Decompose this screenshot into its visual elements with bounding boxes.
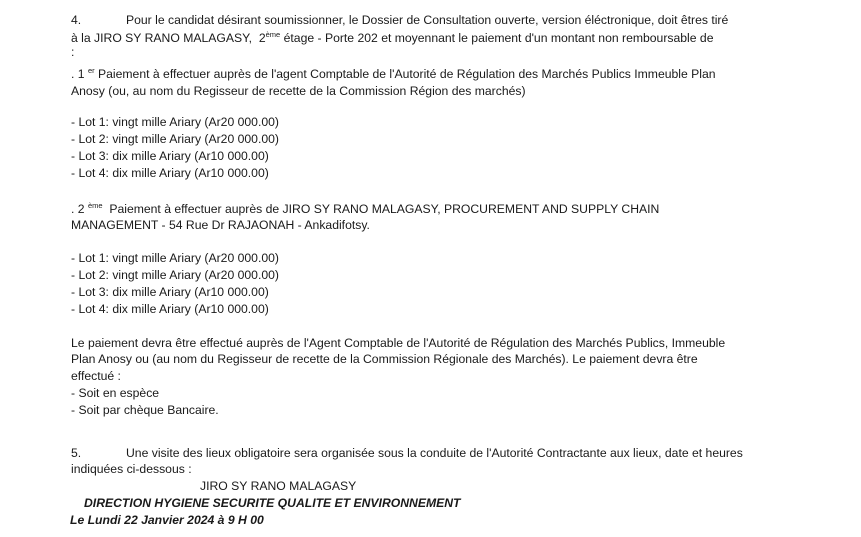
- payment1-lot-3: - Lot 3: dix mille Ariary (Ar10 000.00): [71, 149, 269, 163]
- section5-date: Le Lundi 22 Janvier 2024 à 9 H 00: [70, 513, 264, 527]
- payment2-lot-1: - Lot 1: vingt mille Ariary (Ar20 000.00): [71, 251, 279, 265]
- section4-line2: [71, 31, 713, 46]
- payment1-line1: [71, 67, 716, 82]
- payment-terms-line2: Plan Anosy ou (au nom du Regisseur de recette de la Commission Régionale des Marchés). Le paiement devra être: [71, 352, 698, 366]
- section4-number: 4.: [71, 13, 82, 27]
- section4-floor-sup: ème: [265, 30, 281, 39]
- payment1-lot-1: - Lot 1: vingt mille Ariary (Ar20 000.00): [71, 115, 279, 129]
- section4-line2-b: étage - Porte 202 et moyennant le paiement d'un montant non remboursable de: [283, 31, 714, 45]
- section5-line1-text: Une visite des lieux obligatoire sera organisée sous la conduite de l'Autorité Contractante aux lieux, date et heures: [126, 446, 743, 460]
- payment2-line1-text: Paiement à effectuer auprès de JIRO SY RANO MALAGASY, PROCUREMENT AND SUPPLY CHAIN: [109, 202, 660, 216]
- section4-line3: :: [71, 45, 75, 59]
- section5-line2: indiquées ci-dessous :: [71, 462, 192, 476]
- payment1-lot-2: - Lot 2: vingt mille Ariary (Ar20 000.00): [71, 132, 279, 146]
- payment2-lot-3: - Lot 3: dix mille Ariary (Ar10 000.00): [71, 285, 269, 299]
- payment1-line2: Anosy (ou, au nom du Regisseur de recette de la Commission Région des marchés): [71, 84, 526, 98]
- section4-floor: 2: [258, 31, 266, 45]
- payment-terms-line1: Le paiement devra être effectué auprès de l'Agent Comptable de l'Autorité de Régulation des Marchés Publics, Immeuble: [71, 336, 726, 350]
- section5-org: JIRO SY RANO MALAGASY: [200, 479, 357, 493]
- section4-line1: [71, 13, 728, 28]
- section5-line1: [71, 446, 743, 461]
- payment2-sup: ème: [87, 201, 103, 210]
- payment2-lot-4: - Lot 4: dix mille Ariary (Ar10 000.00): [71, 302, 269, 316]
- payment-terms-line3: effectué :: [71, 369, 121, 383]
- payment1-sup: er: [87, 66, 95, 75]
- payment1-prefix: . 1: [71, 67, 85, 81]
- payment-option-cheque: - Soit par chèque Bancaire.: [71, 403, 219, 417]
- section4-line2-a: à la JIRO SY RANO MALAGASY,: [71, 31, 253, 45]
- payment2-line1: [71, 202, 659, 217]
- payment2-line2: MANAGEMENT - 54 Rue Dr RAJAONAH - Ankadifotsy.: [71, 218, 370, 232]
- payment1-lot-4: - Lot 4: dix mille Ariary (Ar10 000.00): [71, 166, 269, 180]
- section5-number: 5.: [71, 446, 82, 460]
- payment2-prefix: . 2: [71, 202, 85, 216]
- payment2-lot-2: - Lot 2: vingt mille Ariary (Ar20 000.00): [71, 268, 279, 282]
- section4-line1-text: Pour le candidat désirant soumissionner, le Dossier de Consultation ouverte, version éléctronique, doit êtres tiré: [126, 13, 729, 27]
- payment1-line1-text: Paiement à effectuer auprès de l'agent Comptable de l'Autorité de Régulation des Marchés Publics Immeuble Plan: [98, 67, 716, 81]
- payment-option-cash: - Soit en espèce: [71, 386, 160, 400]
- section5-direction: DIRECTION HYGIENE SECURITE QUALITE ET ENVIRONNEMENT: [84, 496, 461, 510]
